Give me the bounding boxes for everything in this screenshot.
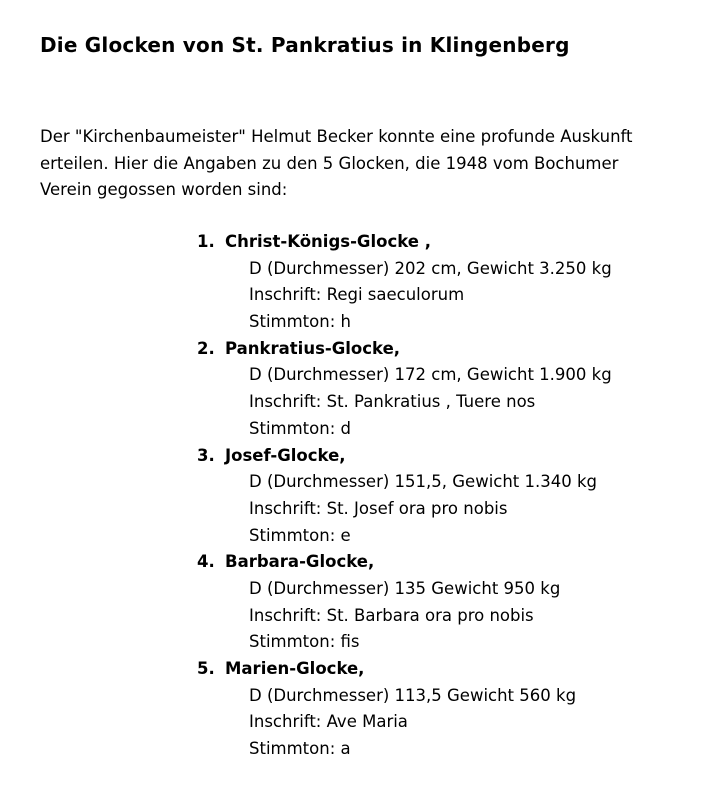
bell-dimensions: D (Durchmesser) 113,5 Gewicht 560 kg xyxy=(249,685,577,705)
bell-item xyxy=(197,336,697,443)
bell-item xyxy=(197,656,697,763)
bell-heading xyxy=(197,336,697,363)
bell-name: Christ-Königs-Glocke , xyxy=(225,232,431,251)
bell-heading xyxy=(197,549,697,576)
bell-number: 5. xyxy=(197,659,215,678)
bell-number: 4. xyxy=(197,552,215,572)
bell-heading xyxy=(197,229,697,256)
bell-inscription: Inschrift: St. Barbara ora pro nobis xyxy=(249,605,534,625)
bell-item xyxy=(197,549,697,656)
intro-line: erteilen. Hier die Angaben zu den 5 Glocken, die 1948 vom Bochumer xyxy=(40,153,619,173)
bell-tone: Stimmton: a xyxy=(249,739,351,759)
bell-tone: Stimmton: fis xyxy=(249,632,360,652)
bell-name: Marien-Glocke, xyxy=(225,659,365,678)
page-title: Die Glocken von St. Pankratius in Klingenberg xyxy=(40,33,570,57)
bell-name: Pankratius-Glocke, xyxy=(225,338,401,358)
bell-tone: Stimmton: d xyxy=(249,418,351,438)
bell-inscription: Inschrift: St. Pankratius , Tuere nos xyxy=(249,392,536,412)
bell-name: Barbara-Glocke, xyxy=(225,552,375,572)
bell-inscription: Inschrift: Regi saeculorum xyxy=(249,285,465,305)
bell-heading xyxy=(197,656,697,683)
bell-tone: Stimmton: e xyxy=(249,525,351,545)
bell-dimensions: D (Durchmesser) 172 cm, Gewicht 1.900 kg xyxy=(249,365,612,385)
bell-item xyxy=(197,443,697,550)
bell-inscription: Inschrift: St. Josef ora pro nobis xyxy=(249,498,508,518)
bell-inscription: Inschrift: Ave Maria xyxy=(249,712,408,732)
bell-heading xyxy=(197,443,697,470)
bell-dimensions: D (Durchmesser) 151,5, Gewicht 1.340 kg xyxy=(249,472,598,492)
intro-line: Verein gegossen worden sind: xyxy=(40,180,288,199)
bell-dimensions: D (Durchmesser) 135 Gewicht 950 kg xyxy=(249,578,561,598)
bell-number: 1. xyxy=(197,232,215,251)
bell-list xyxy=(197,229,697,763)
bell-item xyxy=(197,229,697,336)
bell-tone: Stimmton: h xyxy=(249,312,351,332)
bell-dimensions: D (Durchmesser) 202 cm, Gewicht 3.250 kg xyxy=(249,258,612,278)
bell-name: Josef-Glocke, xyxy=(225,445,346,465)
intro-line: Der "Kirchenbaumeister" Helmut Becker konnte eine profunde Auskunft xyxy=(40,127,633,146)
intro-paragraph xyxy=(40,124,720,204)
bell-number: 2. xyxy=(197,338,215,358)
bell-number: 3. xyxy=(197,445,215,465)
